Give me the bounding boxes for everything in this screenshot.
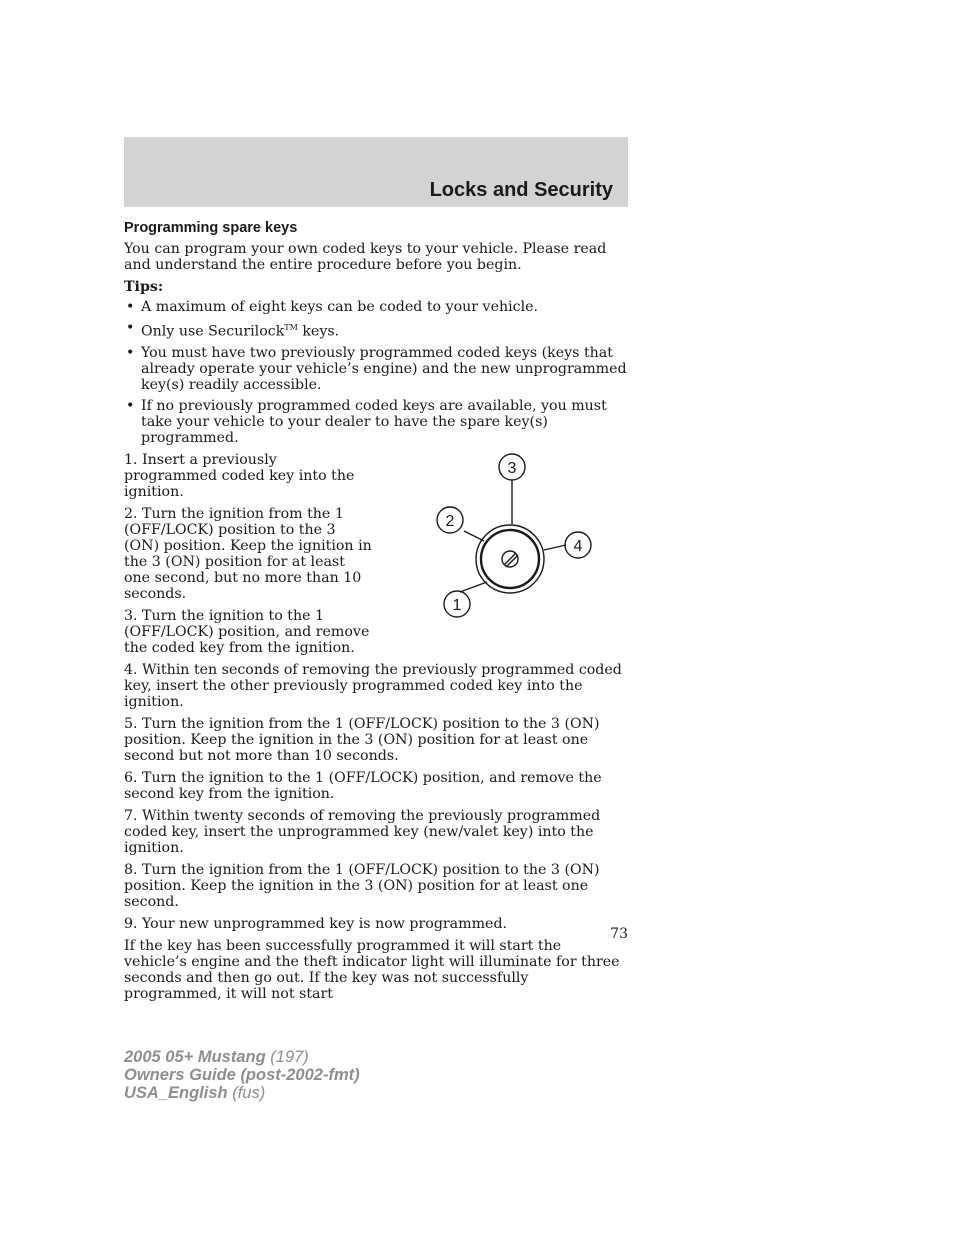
tip-text: Only use Securilock: [141, 323, 285, 340]
section-header-band: [124, 137, 628, 207]
page-number: 73: [610, 926, 628, 942]
ignition-diagram-svg: [374, 452, 628, 652]
steps-left-column: [124, 452, 374, 662]
tip-item: [124, 320, 628, 340]
step-item: 3. Turn the ignition to the 1 (OFF/LOCK) position, and remove the coded key from the ignition.: [124, 607, 370, 656]
page-content: [124, 220, 628, 1008]
steps-with-diagram: [124, 452, 628, 662]
leader-line-1: [460, 582, 487, 592]
section-heading: Programming spare keys: [124, 220, 298, 236]
leader-line-2: [464, 531, 484, 541]
step-item: 2. Turn the ignition from the 1 (OFF/LOCK) position to the 3 (ON) position. Keep the ignition in the 3 (ON) position for at least one second, but no more than 10 seconds.: [124, 505, 372, 602]
intro-paragraph: You can program your own coded keys to your vehicle. Please read and understand the entire procedure before you begin.: [124, 241, 607, 273]
step-item: 1. Insert a previously programmed coded key into the ignition.: [124, 451, 355, 500]
position-label-2: 2: [445, 512, 455, 530]
position-label-3: 3: [507, 459, 517, 477]
tips-list: [124, 299, 628, 446]
tip-item: • A maximum of eight keys can be coded to your vehicle.: [124, 299, 628, 315]
leader-line-4: [544, 545, 566, 550]
step-item: 5. Turn the ignition from the 1 (OFF/LOCK) position to the 3 (ON) position. Keep the ignition in the 3 (ON) position for at least one second but not more than 10 seconds.: [124, 715, 600, 764]
footer-line-2: Owners Guide (post-2002-fmt): [124, 1066, 360, 1084]
position-label-4: 4: [573, 537, 583, 555]
tip-item: • If no previously programmed coded keys are available, you must take your vehicle to your dealer to have the spare key(s) programmed.: [124, 398, 628, 446]
tip-text-suffix: keys.: [297, 323, 340, 340]
document-footer: [124, 1048, 360, 1102]
tip-item: • You must have two previously programmed coded keys (keys that already operate your vehicle’s engine) and the new unprogrammed key(s) readily accessible.: [124, 345, 628, 393]
ignition-diagram: [374, 452, 628, 652]
position-label-1: 1: [452, 596, 462, 614]
step-item: 4. Within ten seconds of removing the previously programmed coded key, insert the other previously programmed coded key into the ignition.: [124, 661, 622, 710]
section-title: Locks and Security: [429, 179, 613, 201]
footer-line-3: USA_English (fus): [124, 1084, 266, 1102]
footer-line-1: 2005 05+ Mustang (197): [124, 1048, 309, 1066]
closing-paragraph: If the key has been successfully programmed it will start the vehicle’s engine and the theft indicator light will illuminate for three seconds and then go out. If the key was not successfully programmed, it will not start: [124, 937, 620, 1002]
trademark-mark: TM: [284, 323, 298, 332]
step-item: 8. Turn the ignition from the 1 (OFF/LOCK) position to the 3 (ON) position. Keep the ignition in the 3 (ON) position for at least one second.: [124, 861, 600, 910]
step-item: 9. Your new unprogrammed key is now programmed.: [124, 915, 508, 932]
tips-label: Tips:: [124, 279, 164, 295]
step-item: 6. Turn the ignition to the 1 (OFF/LOCK) position, and remove the second key from the ignition.: [124, 769, 602, 802]
step-item: 7. Within twenty seconds of removing the previously programmed coded key, insert the unprogrammed key (new/valet key) into the ignition.: [124, 807, 601, 856]
